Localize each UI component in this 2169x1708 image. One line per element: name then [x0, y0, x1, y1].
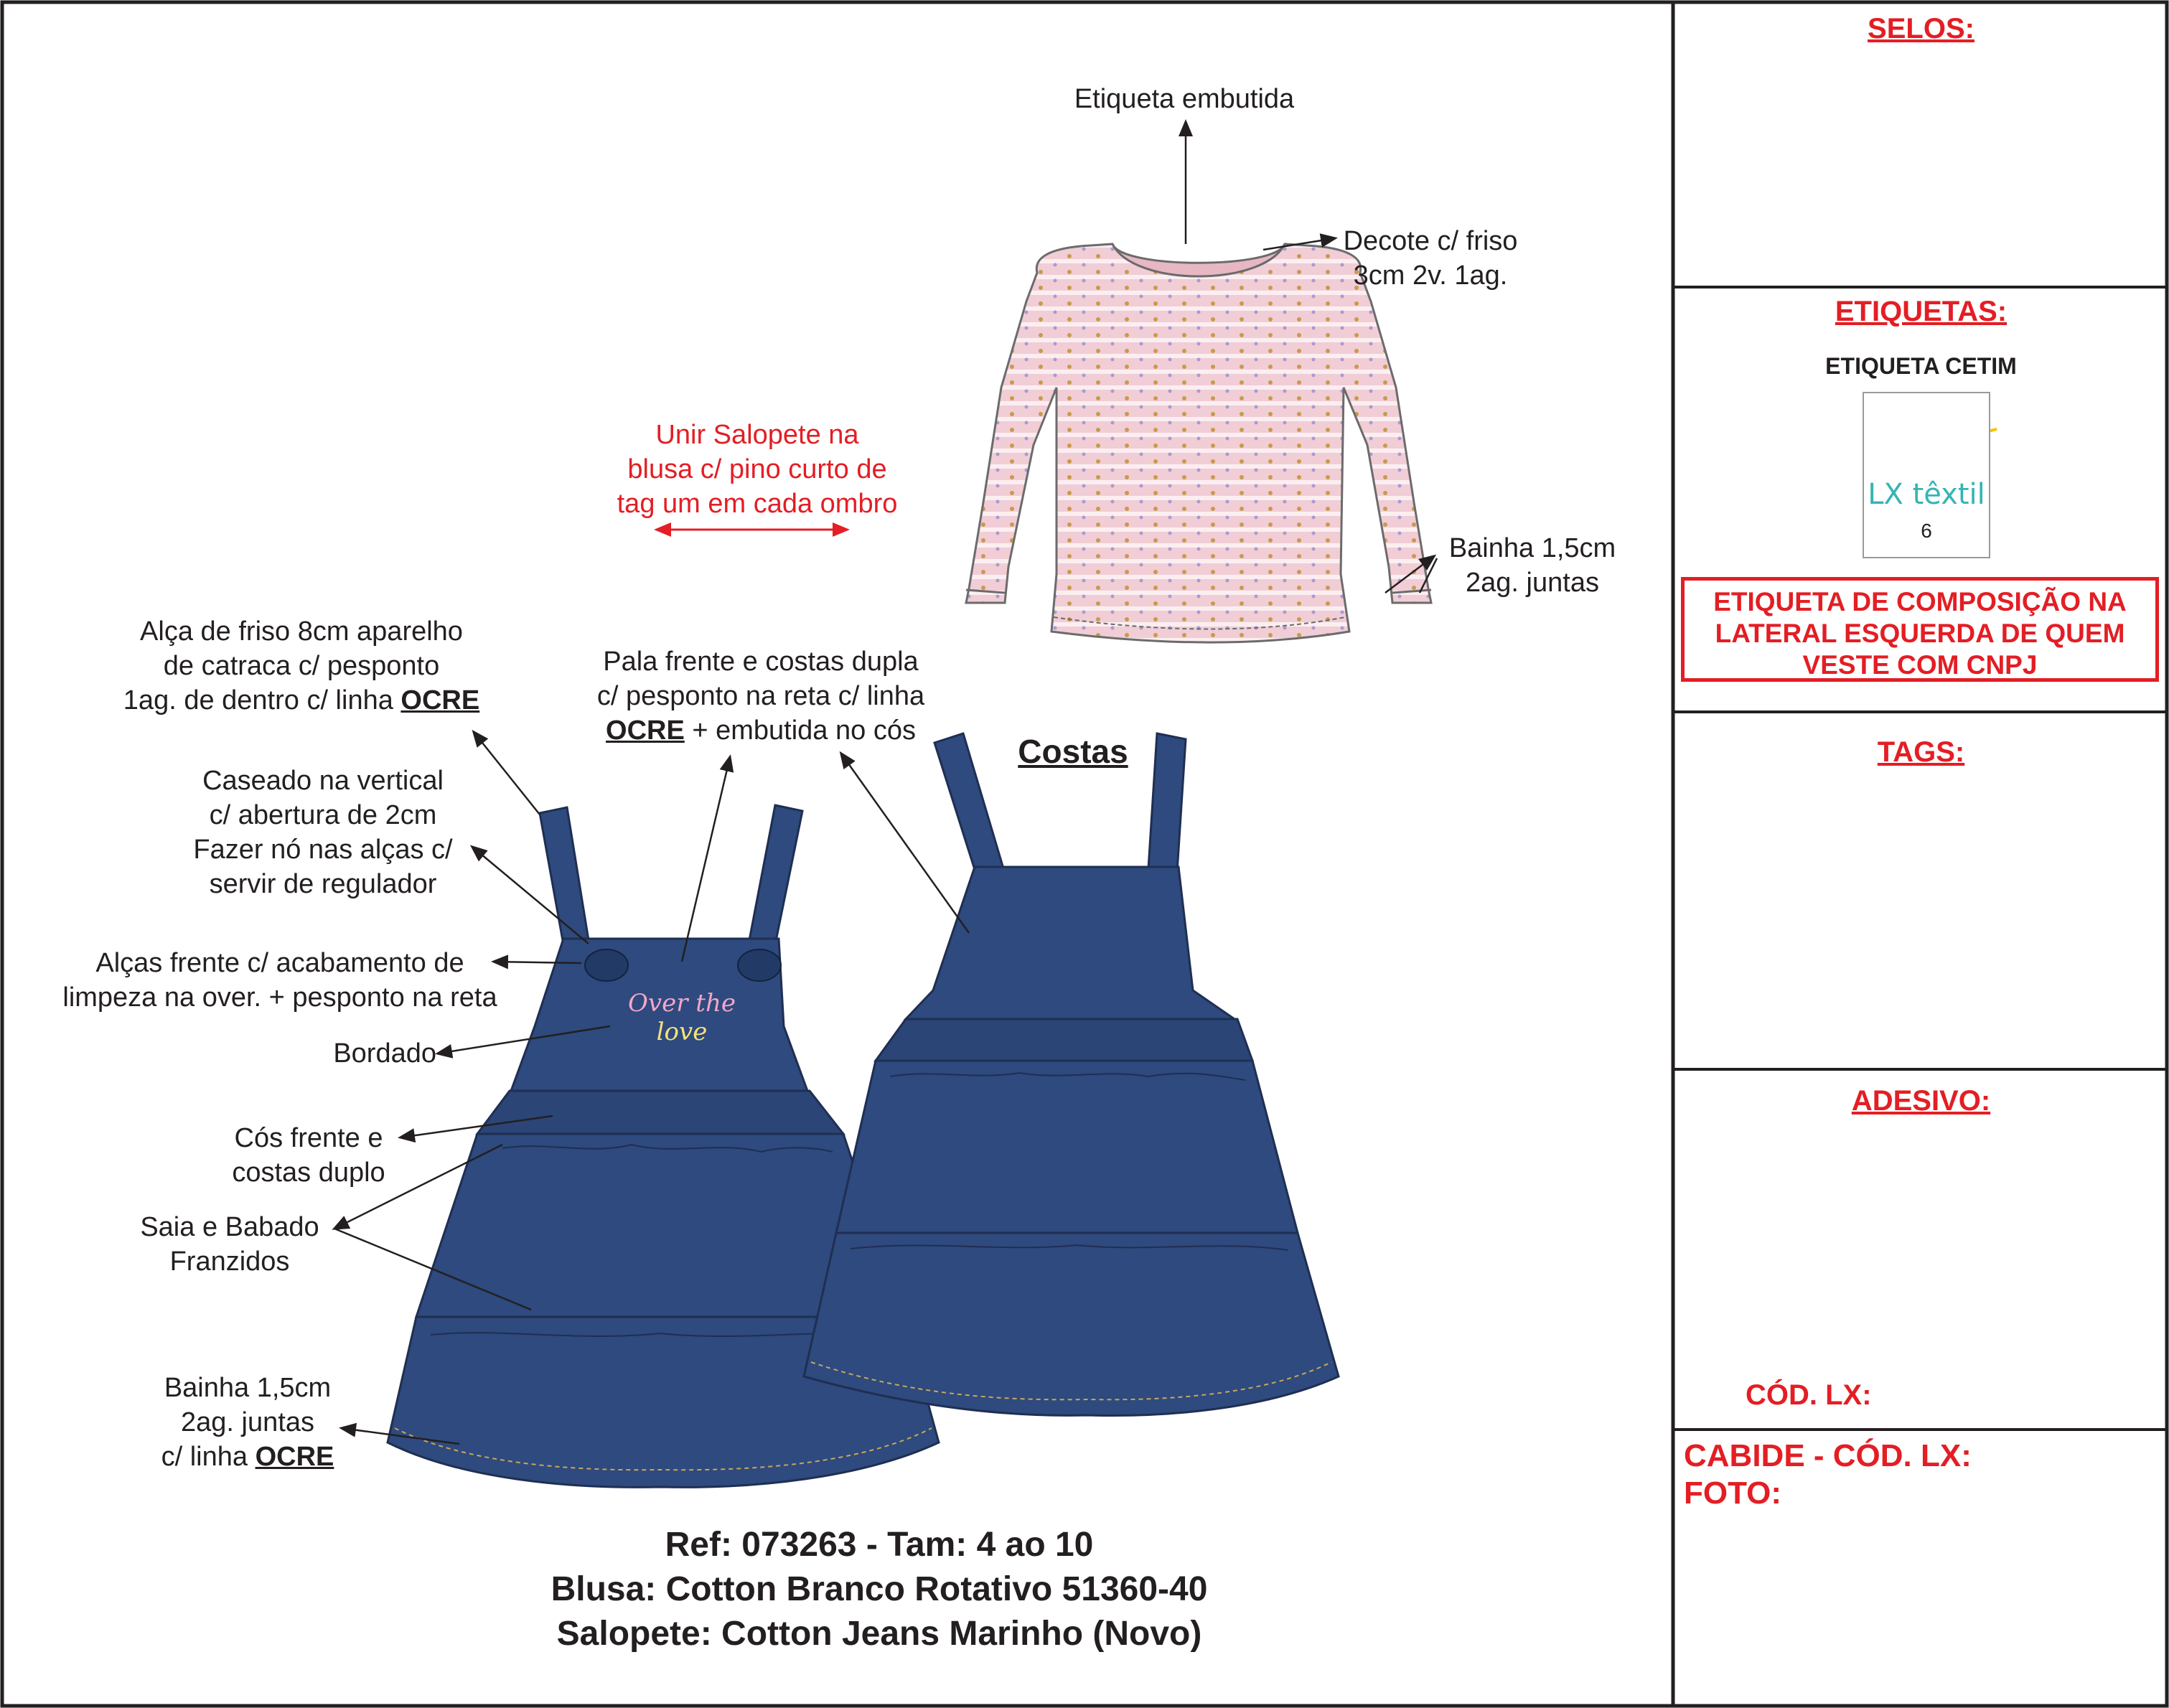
label-bainha-blusa [1428, 531, 1636, 600]
label-brand: LX têxtil [1868, 478, 1985, 511]
ocre-emphasis: OCRE [400, 685, 480, 715]
label-caseado-line4: servir de regulador [209, 869, 437, 899]
label-bainha-sal-line1: Bainha 1,5cm [164, 1373, 332, 1403]
label-pala-line1: Pala frente e costas dupla [603, 647, 919, 677]
label-caseado-line3: Fazer nó nas alças c/ [193, 835, 453, 865]
label-pala [560, 644, 962, 748]
etiqueta-cetim-label: ETIQUETA CETIM [1825, 353, 2017, 379]
ref-line2: Blusa: Cotton Branco Rotativo 51360-40 [551, 1570, 1208, 1608]
front-strap-knot-left [585, 949, 628, 981]
back-skirt [836, 1061, 1298, 1233]
label-etiqueta-embutida: Etiqueta embutida [1074, 84, 1295, 114]
label-unir-salopete [581, 418, 933, 521]
ref-line3: Salopete: Cotton Jeans Marinho (Novo) [556, 1615, 1202, 1653]
embroidery-line1: Over the [628, 989, 736, 1018]
ocre-emphasis: OCRE [606, 715, 685, 746]
label-alcas-line1: Alças frente c/ acabamento de [95, 948, 464, 978]
section-selos-title: SELOS: [1868, 13, 1974, 44]
label-unir-line1: Unir Salopete na [655, 420, 859, 450]
label-bainha-blusa-line2: 2ag. juntas [1466, 568, 1599, 598]
section-tags-title: TAGS: [1877, 736, 1965, 768]
label-caseado-line1: Caseado na vertical [202, 766, 444, 796]
label-decote-line2: 3cm 2v. 1ag. [1353, 261, 1508, 291]
front-strap-knot-right [738, 949, 781, 981]
label-pala-line2: c/ pesponto na reta c/ linha [596, 681, 925, 711]
salopete-back-drawing [804, 733, 1339, 1415]
label-bainha-sal-line3: c/ linha OCRE [161, 1442, 334, 1472]
front-strap-right [749, 805, 802, 944]
ref-line1: Ref: 073263 - Tam: 4 ao 10 [665, 1526, 1094, 1564]
label-bainha-blusa-line1: Bainha 1,5cm [1448, 533, 1616, 563]
label-size: 6 [1921, 520, 1932, 542]
leader-pala-front [682, 757, 730, 962]
embroidery-over-the-love [610, 989, 754, 1046]
foto-label: FOTO: [1684, 1475, 1782, 1511]
cod-lx-label: CÓD. LX: [1746, 1379, 1872, 1411]
label-decote [1326, 224, 1535, 293]
cabide-label: CABIDE - CÓD. LX: [1684, 1438, 1972, 1473]
ocre-emphasis: OCRE [255, 1442, 334, 1472]
satin-label-card [1863, 392, 1990, 558]
label-unir-line3: tag um em cada ombro [617, 489, 898, 519]
label-saia-line1: Saia e Babado [140, 1212, 319, 1242]
blouse-body [966, 244, 1431, 642]
blouse-drawing [966, 244, 1431, 642]
label-costas: Costas [1018, 733, 1128, 770]
label-saia [122, 1210, 337, 1279]
front-waistband [477, 1091, 843, 1134]
label-pala-line3: OCRE + embutida no cós [606, 715, 916, 746]
label-bordado: Bordado [333, 1038, 436, 1069]
label-bainha-sal-line2: 2ag. juntas [181, 1407, 314, 1437]
label-alca-line1: Alça de friso 8cm aparelho [140, 616, 463, 647]
back-bib [906, 867, 1235, 1019]
label-decote-line1: Decote c/ friso [1343, 226, 1518, 256]
label-alcas-line2: limpeza na over. + pesponto na reta [62, 982, 497, 1013]
embroidery-line2: love [656, 1018, 708, 1046]
label-caseado [151, 764, 495, 901]
back-ruffle [804, 1233, 1339, 1415]
label-alca-friso [72, 614, 531, 718]
comp-line1: ETIQUETA DE COMPOSIÇÃO NA [1713, 587, 2127, 616]
label-alcas-frente [29, 946, 531, 1015]
comp-line3: VESTE COM CNPJ [1802, 650, 2038, 680]
label-bainha-salopete [151, 1371, 345, 1474]
label-unir-line2: blusa c/ pino curto de [627, 454, 887, 484]
label-caseado-line2: c/ abertura de 2cm [209, 800, 437, 830]
label-alca-line2: de catraca c/ pesponto [163, 651, 440, 681]
label-cos-line2: costas duplo [232, 1158, 385, 1188]
composition-note-box [1681, 577, 2159, 682]
comp-line2: LATERAL ESQUERDA DE QUEM [1715, 619, 2125, 648]
label-cos-line1: Cós frente e [234, 1123, 383, 1153]
section-etiquetas-title: ETIQUETAS: [1835, 296, 2008, 327]
label-saia-line2: Franzidos [169, 1247, 290, 1277]
back-waistband [876, 1019, 1252, 1061]
section-adesivo-title: ADESIVO: [1851, 1085, 1991, 1117]
label-cos [208, 1121, 409, 1190]
label-alca-line3: 1ag. de dentro c/ linha OCRE [123, 685, 480, 715]
